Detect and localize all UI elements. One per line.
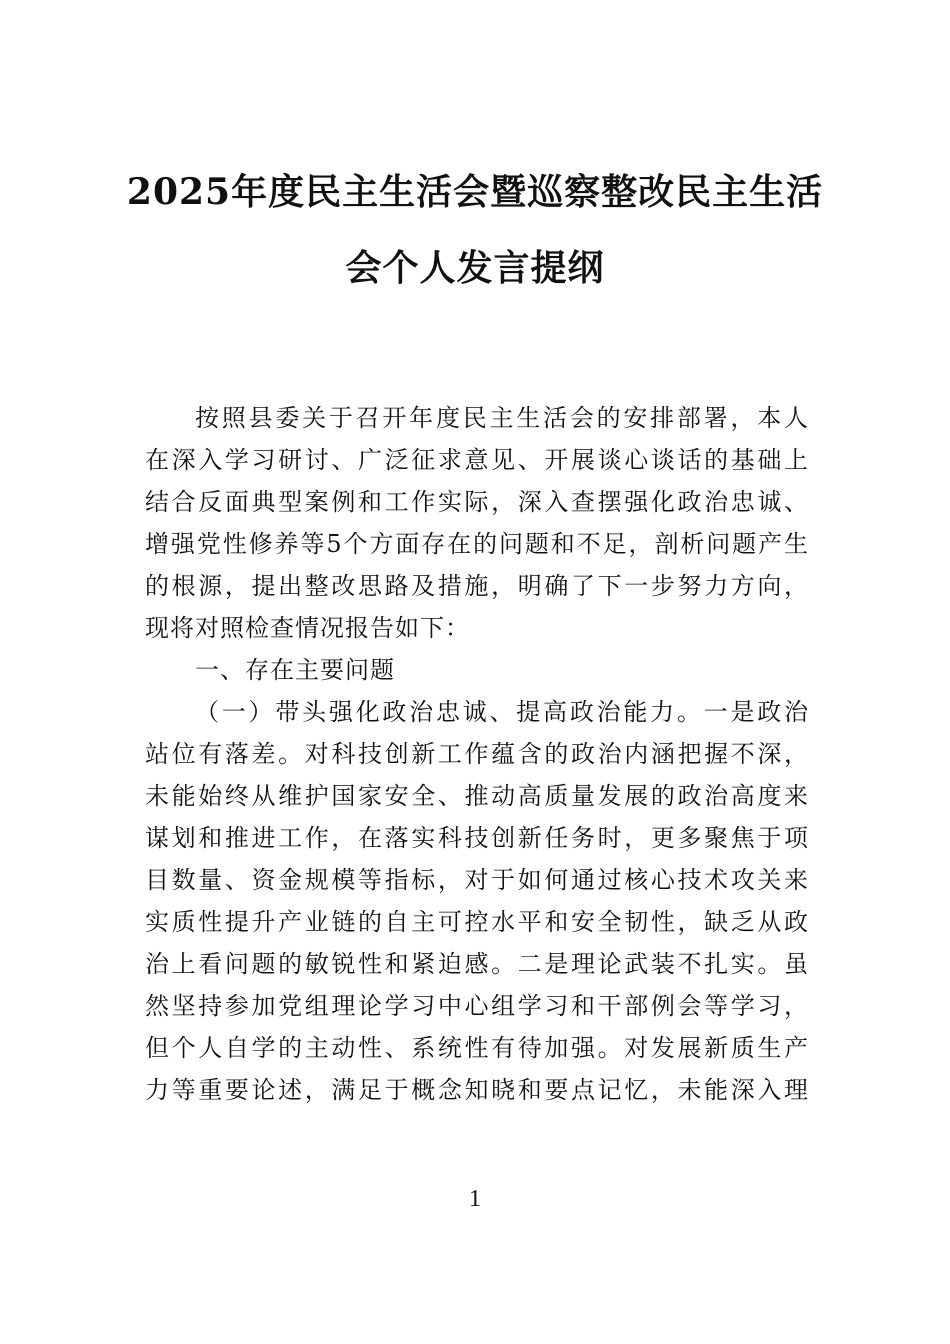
intro-line: 的根源，提出整改思路及措施，明确了下一步努力方向，: [145, 572, 809, 600]
intro-line: 按照县委关于召开年度民主生活会的安排部署，本人: [195, 404, 809, 432]
section-line: 实质性提升产业链的自主可控水平和安全韧性，缺乏从政: [145, 908, 809, 936]
section-line: （一）带头强化政治忠诚、提高政治能力。一是政治: [195, 698, 809, 726]
document-body: [145, 397, 809, 1111]
section-line: 但个人自学的主动性、系统性有待加强。对发展新质生产: [145, 1034, 809, 1062]
section-line: 力等重要论述，满足于概念知晓和要点记忆，未能深入理: [145, 1076, 809, 1104]
intro-line: 增强党性修养等5个方面存在的问题和不足，剖析问题产生: [145, 530, 809, 558]
section-line: 未能始终从维护国家安全、推动高质量发展的政治高度来: [145, 782, 809, 810]
title-line-1: 2025年度民主生活会暨巡察整改民主生活: [126, 171, 824, 213]
section-line: 目数量、资金规模等指标，对于如何通过核心技术攻关来: [145, 866, 809, 894]
section-heading: 一、存在主要问题: [195, 656, 395, 684]
intro-line: 结合反面典型案例和工作实际，深入查摆强化政治忠诚、: [145, 488, 809, 516]
intro-line: 在深入学习研讨、广泛征求意见、开展谈心谈话的基础上: [145, 446, 809, 474]
title-line-2: 会个人发言提纲: [345, 247, 605, 289]
section-line: 站位有落差。对科技创新工作蕴含的政治内涵把握不深，: [145, 740, 809, 768]
section-line: 治上看问题的敏锐性和紧迫感。二是理论武装不扎实。虽: [145, 950, 809, 978]
section-line: 谋划和推进工作，在落实科技创新任务时，更多聚焦于项: [145, 824, 809, 852]
intro-line: 现将对照检查情况报告如下：: [145, 614, 470, 642]
page-number: 1: [469, 1186, 481, 1212]
section-line: 然坚持参加党组理论学习中心组学习和干部例会等学习，: [145, 992, 809, 1020]
document-title: [120, 154, 830, 306]
